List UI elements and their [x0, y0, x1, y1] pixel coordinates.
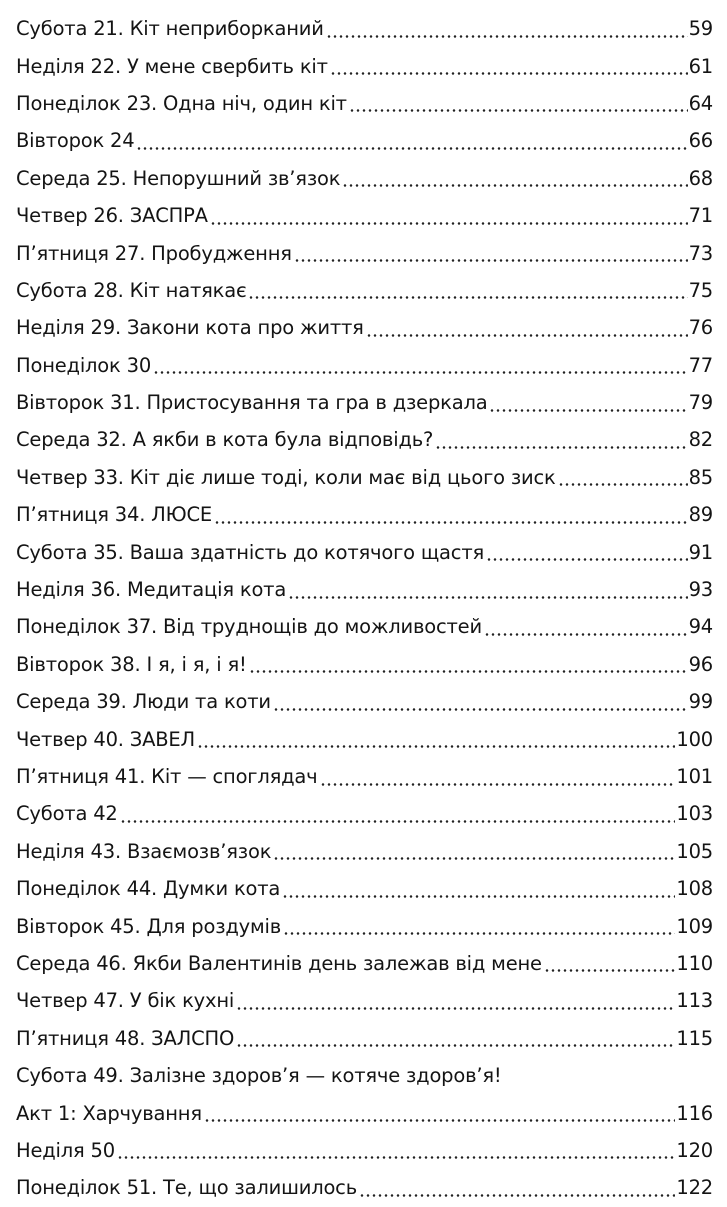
toc-entry-title: Неділя 22. У мене свербить кіт	[16, 54, 328, 78]
toc-entry-page: 71	[688, 204, 713, 228]
toc-entry-page: 76	[688, 316, 713, 340]
toc-entry-title: Середа 39. Люди та коти	[16, 690, 271, 714]
dot-leader	[544, 953, 676, 973]
dot-leader	[359, 1178, 675, 1198]
dot-leader	[236, 991, 675, 1011]
dot-leader	[214, 505, 688, 525]
toc-entry-page: 64	[688, 91, 713, 115]
dot-leader	[197, 729, 675, 749]
toc-entry-page: 113	[676, 989, 713, 1013]
dot-leader	[273, 841, 675, 861]
toc-entry-page: 99	[688, 690, 713, 714]
toc-entry-title: Неділя 29. Закони кота про життя	[16, 316, 364, 340]
toc-entry	[16, 1132, 713, 1169]
toc-entry	[16, 795, 713, 832]
toc-entry-title: Четвер 33. Кіт діє лише тоді, коли має від цього зиск	[16, 465, 556, 489]
toc-entry	[16, 421, 713, 458]
dot-leader	[486, 542, 688, 562]
dot-leader	[117, 1140, 675, 1160]
toc-entry	[16, 1020, 713, 1057]
toc-entry-page: 105	[676, 839, 713, 863]
toc-entry-page: 77	[688, 353, 713, 377]
dot-leader	[435, 430, 687, 450]
toc-entry	[16, 459, 713, 496]
dot-leader	[558, 467, 688, 487]
dot-leader	[153, 355, 688, 375]
toc-entry-page: 73	[688, 241, 713, 265]
toc-entry	[16, 1169, 713, 1206]
toc-entry-title: Понеділок 37. Від труднощів до можливостей	[16, 615, 482, 639]
toc-entry-title: Середа 46. Якби Валентинів день залежав від мене	[16, 951, 542, 975]
toc-entry-title: Понеділок 23. Одна ніч, один кіт	[16, 91, 347, 115]
toc-entry	[16, 234, 713, 271]
toc-entry-title: Вівторок 38. І я, і я, і я!	[16, 652, 247, 676]
toc-entry	[16, 758, 713, 795]
dot-leader	[294, 243, 688, 263]
toc-entry-page: 109	[676, 914, 713, 938]
toc-entry-title: Вівторок 24	[16, 129, 135, 153]
toc-entry-title: Неділя 43. Взаємозв’язок	[16, 839, 272, 863]
dot-leader	[136, 131, 687, 151]
dot-leader	[330, 56, 688, 76]
toc-entry	[16, 683, 713, 720]
toc-entry	[16, 496, 713, 533]
dot-leader	[349, 93, 688, 113]
dot-leader	[249, 654, 688, 674]
toc-entry-title: Четвер 47. У бік кухні	[16, 989, 235, 1013]
toc-entry-title: Субота 28. Кіт натякає	[16, 278, 247, 302]
toc-entry	[16, 833, 713, 870]
dot-leader	[283, 916, 675, 936]
toc-entry-page: 79	[688, 391, 713, 415]
toc-entry-title: Неділя 50	[16, 1138, 115, 1162]
toc-entry-title: П’ятниця 48. ЗАЛСПО	[16, 1026, 235, 1050]
toc-entry	[16, 122, 713, 159]
toc-entry-title: П’ятниця 41. Кіт — споглядач	[16, 765, 318, 788]
toc-entry-page: 103	[676, 802, 713, 826]
dot-leader	[282, 879, 675, 899]
toc-entry-page: 61	[688, 54, 713, 78]
dot-leader	[484, 617, 688, 637]
toc-entry-title: Середа 32. А якби в кота була відповідь?	[16, 428, 434, 452]
toc-entry	[16, 870, 713, 907]
dot-leader	[288, 580, 687, 600]
toc-entry	[16, 272, 713, 309]
toc-entry	[16, 533, 713, 570]
toc-entry	[16, 47, 713, 84]
toc-entry	[16, 1094, 713, 1131]
toc-entry	[16, 646, 713, 683]
toc-entry-page: 122	[676, 1176, 713, 1200]
dot-leader	[210, 206, 688, 226]
toc-entry-title: Четвер 26. ЗАСПРА	[16, 204, 208, 228]
toc-entry	[16, 945, 713, 982]
toc-entry-title: Середа 25. Непорушний зв’язок	[16, 166, 341, 190]
toc-entry	[16, 10, 713, 47]
toc-entry	[16, 608, 713, 645]
toc-entry-title: Вівторок 45. Для роздумів	[16, 914, 282, 938]
toc-entry-title: П’ятниця 27. Пробудження	[16, 241, 292, 265]
dot-leader	[273, 692, 688, 712]
dot-leader	[326, 19, 688, 39]
toc-entry	[16, 384, 713, 421]
toc-entry-page: 59	[688, 17, 713, 41]
toc-entry-page: 89	[688, 503, 713, 527]
toc-entry-title: Субота 21. Кіт неприборканий	[16, 17, 324, 41]
toc-entry	[16, 309, 713, 346]
table-of-contents	[16, 10, 713, 1207]
toc-entry-title: Понеділок 51. Те, що залишилось	[16, 1176, 358, 1200]
toc-entry-title: П’ятниця 34. ЛЮСЕ	[16, 503, 213, 527]
toc-entry-page: 82	[688, 428, 713, 452]
toc-entry-title: Понеділок 44. Думки кота	[16, 877, 281, 901]
toc-entry	[16, 347, 713, 384]
toc-entry-page: 91	[688, 540, 713, 564]
dot-leader	[120, 804, 676, 824]
toc-entry-page: 110	[676, 951, 713, 975]
toc-entry	[16, 571, 713, 608]
toc-entry-title: Субота 35. Ваша здатність до котячого щастя	[16, 540, 485, 564]
toc-entry-title: Акт 1: Харчування	[16, 1101, 202, 1125]
toc-entry	[16, 85, 713, 122]
dot-leader	[248, 280, 687, 300]
toc-section-heading	[16, 1057, 713, 1094]
toc-entry-page: 85	[688, 465, 713, 489]
toc-entry-page: 94	[688, 615, 713, 639]
toc-entry-page: 100	[676, 727, 713, 751]
toc-entry-title: Неділя 36. Медитація кота	[16, 578, 287, 602]
dot-leader	[366, 318, 688, 338]
toc-entry	[16, 160, 713, 197]
dot-leader	[236, 1028, 675, 1048]
dot-leader	[489, 393, 687, 413]
toc-entry-page: 115	[676, 1026, 713, 1050]
toc-entry	[16, 982, 713, 1019]
toc-entry-title: Четвер 40. ЗАВЕЛ	[16, 727, 196, 751]
toc-entry	[16, 197, 713, 234]
toc-entry-title: Вівторок 31. Пристосування та гра в дзеркала	[16, 391, 488, 415]
toc-entry-page: 66	[688, 129, 713, 153]
toc-entry-page: 96	[688, 652, 713, 676]
toc-entry-page: 116	[676, 1101, 713, 1125]
toc-entry-page: 75	[688, 278, 713, 302]
toc-entry-page: 68	[688, 166, 713, 190]
toc-entry-page: 108	[676, 877, 713, 901]
toc-entry-page: 101	[676, 765, 713, 788]
dot-leader	[342, 168, 687, 188]
toc-entry-title: Субота 49. Залізне здоров’я — котяче здоров’я!	[16, 1064, 502, 1088]
toc-entry-page: 93	[688, 578, 713, 602]
toc-entry-title: Субота 42	[16, 802, 118, 826]
toc-entry	[16, 907, 713, 944]
toc-entry	[16, 720, 713, 757]
dot-leader	[320, 767, 676, 787]
dot-leader	[204, 1103, 676, 1123]
toc-entry-page: 120	[676, 1138, 713, 1162]
toc-entry-title: Понеділок 30	[16, 353, 152, 377]
